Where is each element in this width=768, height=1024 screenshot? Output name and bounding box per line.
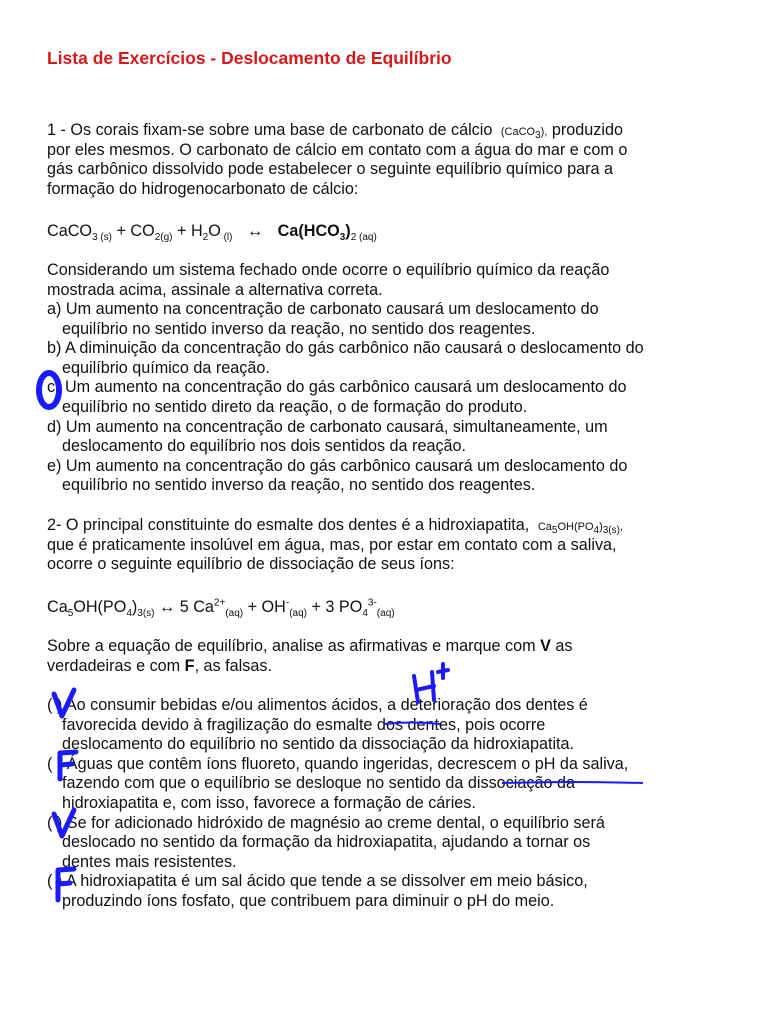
question-1-stem: Considerando um sistema fechado onde ocorre o equilíbrio químico da reação mostrada acima, assinale a alternativa correta. <box>47 261 610 299</box>
statement-4: ( ) A hidroxiapatita é um sal ácido que tende a se dissolver em meio básico, produzindo íons fosfato, que contribuem para diminuir o pH do meio. <box>47 872 588 910</box>
text-line: 1 - Os corais fixam-se sobre uma base de carbonato de cálcio (CaCO$_3$), produzido <box>47 121 624 142</box>
question-1-intro <box>47 121 747 199</box>
question-2-intro: 2- O principal constituinte do esmalte dos dentes é a hidroxiapatita, $Ca_5OH(PO_4)_{3(s)}$, que é praticamente insolúvel em água, mas, por estar em contato com a saliva, ocorre o seguinte equilíbrio de dissociação de seus íons: <box>47 516 624 574</box>
option-c: c) Um aumento na concentração do gás carbônico causará um deslocamento do equilíbrio no sentido direto da reação, o de formação do produto. <box>47 378 627 416</box>
statement-2: ( ) Águas que contêm íons fluoreto, quando ingeridas, decrescem o pH da saliva, fazendo com que o equilíbrio se desloque no sentido da dissociação da hidroxiapatita e, com isso, favorece a formação de cáries. <box>47 754 629 812</box>
reversible-arrow: ↔ <box>246 222 264 240</box>
option-b: b) A diminuição da concentração do gás carbônico não causará o deslocamento do equilíbrio químico da reação. <box>47 339 644 377</box>
option-a: a) Um aumento na concentração de carbonato causará um deslocamento do equilíbrio no sentido inverso da reação, no sentido dos reagentes. <box>47 300 599 338</box>
statement-1: ( ) Ao consumir bebidas e/ou alimentos ácidos, a deterioração dos dentes é favorecida devido à fragilização do esmalte dos dentes, pois ocorre deslocamento do equilíbrio no sentido da dissociação da hidroxiapatita. <box>47 696 588 754</box>
question-2-equation: $Ca_5OH(PO_4)_{3(s)}$ ↔ 5 $Ca^{2+}_{(aq)} + OH^-_{(aq)} + 3$ $PO_4^{3-}_{(aq)}$ <box>47 597 395 620</box>
question-2-items <box>47 696 747 912</box>
text-line: por eles mesmos. O carbonato de cálcio em contato com a água do mar e com o <box>47 140 628 159</box>
text-line: gás carbônico dissolvido pode estabelecer o seguinte equilíbrio químico para a <box>47 160 614 179</box>
statement-3: ( ) Se for adicionado hidróxido de magnésio ao creme dental, o equilíbrio será deslocado no sentido da formação da hidroxiapatita, ajudando a tornar os dentes mais resistentes. <box>47 813 605 871</box>
text-line: formação do hidrogenocarbonato de cálcio: <box>47 179 359 198</box>
option-d: d) Um aumento na concentração de carbonato causará, simultaneamente, um deslocamento do equilíbrio nos dois sentidos da reação. <box>47 417 608 456</box>
question-2-stem: Sobre a equação de equilíbrio, analise as afirmativas e marque com V as verdadeiras e com F, as falsas. <box>47 637 573 675</box>
question-1-options <box>47 300 747 496</box>
page-title: Lista de Exercícios - Deslocamento de Equilíbrio <box>47 48 452 68</box>
reversible-arrow: ↔ <box>154 598 180 616</box>
option-e: e) Um aumento na concentração do gás carbônico causará um deslocamento do equilíbrio no sentido inverso da reação, no sentido dos reagentes. <box>47 456 628 495</box>
question-1-equation: CaCO$_{3 (s)}$ + $CO_{2(g)} + H_2O$ $_{(l)}$ ↔ $Ca(HCO_3)_{2 (aq)}$ <box>47 222 377 244</box>
